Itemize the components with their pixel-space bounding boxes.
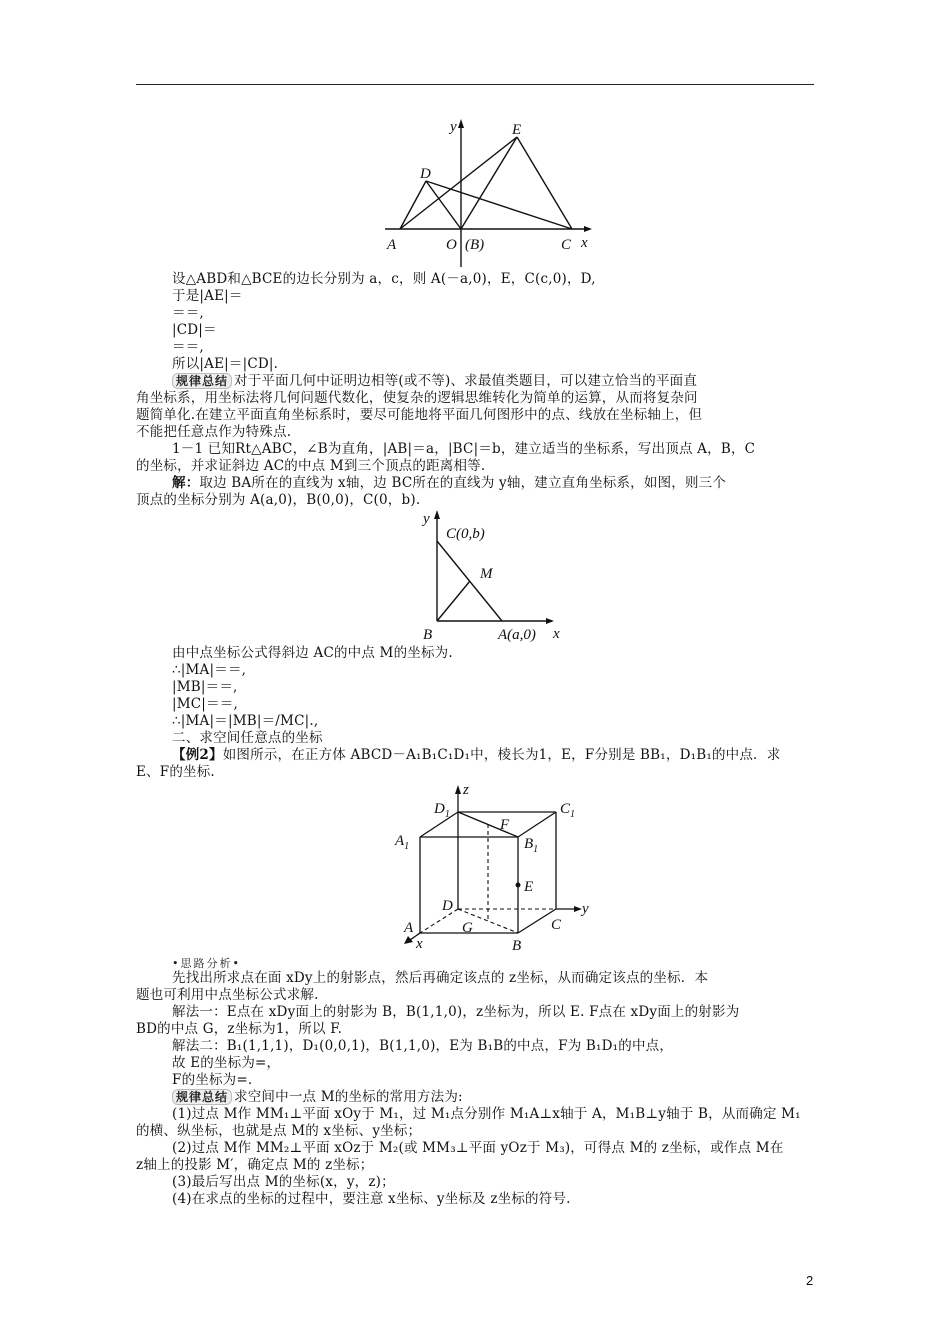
median-BM [437, 581, 470, 621]
label-M: M [480, 566, 493, 582]
text-line: 对于平面几何中证明边相等(或不等)、求最值类题目，可以建立恰当的平面直 [234, 373, 698, 389]
text-line: 设△ABD和△BCE的边长分别为 a，c，则 A(－a,0)，E，C(c,0)，D, [172, 271, 596, 287]
text-line: |MC|＝＝, [172, 696, 238, 712]
segment-BE [461, 137, 517, 229]
label-C: C [561, 237, 572, 253]
label-D: D [420, 166, 431, 182]
text-line: 由中点坐标公式得斜边 AC的中点 M的坐标为. [172, 645, 453, 661]
x-axis-arrow [404, 936, 413, 944]
text-line: 故 E的坐标为=， [172, 1055, 281, 1071]
edge-C1B1 [518, 812, 556, 837]
label-O: O [446, 237, 457, 253]
label-A: A [404, 920, 414, 936]
text-line: (1)过点 M作 MM₁⊥平面 xOy于 M₁，过 M₁点分别作 M₁A⊥x轴于 A，M₁B⊥y轴于 B，从而确定 M₁ [172, 1106, 801, 1122]
label-y: y [423, 511, 430, 527]
text-line: (4)在求点的坐标的过程中，要注意 x坐标、y坐标及 z坐标的符号. [172, 1191, 571, 1207]
text-line: |CD|＝ [172, 322, 217, 338]
text-line: (2)过点 M作 MM₂⊥平面 xOz于 M₂(或 MM₃⊥平面 yOz于 M₃)，可得点 M的 z坐标，或作点 M在 [172, 1140, 784, 1156]
example-paragraph [172, 747, 780, 764]
y-axis-arrow [434, 510, 440, 519]
label-B: (B) [465, 237, 485, 253]
text-line: ＝＝, [172, 305, 204, 321]
text-line: ∴|MA|＝＝, [172, 662, 247, 678]
label-B: B [512, 938, 522, 954]
text-line: 1－1 已知Rt△ABC，∠B为直角，|AB|＝a，|BC|＝b，建立适当的坐标系，写出顶点 A，B，C [172, 441, 756, 457]
label-C1: $C_1$ [560, 801, 576, 820]
point-E [516, 883, 521, 888]
text-line: 如图所示，在正方体 ABCD－A₁B₁C₁D₁中，棱长为1，E，F分别是 BB₁，D₁B₁的中点．求 [222, 747, 781, 763]
text-line: ＝＝, [172, 339, 204, 355]
label-x: x [416, 936, 423, 952]
solution-paragraph [172, 475, 726, 492]
rule-summary-badge: 规律总结 [172, 373, 232, 389]
z-axis-arrow [455, 785, 461, 794]
text-line: |MB|＝＝, [172, 679, 238, 695]
text-line: 顶点的坐标分别为 A(a,0)，B(0,0)，C(0，b). [136, 492, 421, 508]
label-C: C(0,b) [446, 526, 485, 542]
label-x: x [553, 626, 560, 642]
example-label: 【例2】 [172, 747, 223, 763]
label-F: F [500, 817, 510, 833]
figure-triangles [380, 112, 605, 272]
text-line: 的横、纵坐标，也就是点 M的 x坐标、y坐标； [136, 1123, 422, 1139]
label-D: D [442, 898, 453, 914]
solution-label: 解： [172, 475, 200, 491]
y-axis-arrow [458, 119, 464, 128]
analysis-badge: •思路分析• [172, 957, 241, 970]
text-line: 解法一：E点在 xDy面上的射影为 B，B(1,1,0)，z坐标为，所以 E. F点在 xDy面上的射影为 [172, 1004, 740, 1020]
page-number: 2 [806, 1273, 814, 1288]
text-line: 取边 BA所在的直线为 x轴，边 BC所在的直线为 y轴，建立直角坐标系，如图，则三个 [199, 475, 727, 491]
label-z: z [463, 782, 469, 798]
label-A1: $A_1$ [395, 833, 410, 852]
right-triangle-diagram [412, 505, 572, 647]
text-line: 的坐标，并求证斜边 AC的中点 M到三个顶点的距离相等. [136, 458, 486, 474]
text-line: 不能把任意点作为特殊点. [136, 424, 292, 440]
text-line: 求空间中一点 M的坐标的常用方法为: [234, 1089, 463, 1105]
label-B1: $B_1$ [524, 836, 539, 855]
triangles-diagram [380, 112, 605, 272]
x-axis-arrow [584, 226, 592, 232]
label-E: E [512, 122, 522, 138]
header-rule [136, 84, 814, 85]
segment-EC [517, 137, 572, 229]
text-line: BD的中点 G，z坐标为1，所以 F. [136, 1021, 343, 1037]
label-C: C [551, 917, 562, 933]
label-y: y [582, 901, 589, 917]
text-line: E、F的坐标. [136, 764, 215, 780]
figure-cube [390, 775, 605, 960]
text-line: 题简单化.在建立平面直角坐标系时，要尽可能地将平面几何图形中的点、线放在坐标轴上，但 [136, 407, 703, 423]
label-D1: $D_1$ [434, 801, 450, 820]
label-B: B [423, 627, 433, 643]
text-line: ∴|MA|＝|MB|＝/MC|., [172, 713, 319, 729]
segment-AD [400, 181, 426, 229]
text-line: 所以|AE|＝|CD|. [172, 356, 279, 372]
text-line: 解法二：B₁(1,1,1)，D₁(0,0,1)，B(1,1,0)，E为 B₁B的中点，F为 B₁D₁的中点， [172, 1038, 674, 1054]
label-G: G [462, 920, 473, 936]
label-A: A [387, 237, 397, 253]
text-line: 于是|AE|＝ [172, 288, 243, 304]
text-line: F的坐标为=. [172, 1072, 253, 1088]
text-line: 角坐标系，用坐标法将几何问题代数化，使复杂的逻辑思维转化为简单的运算，从而将复杂问 [136, 390, 698, 406]
label-E: E [524, 879, 534, 895]
label-y: y [450, 119, 457, 135]
label-x: x [581, 235, 588, 251]
section-heading: 二、求空间任意点的坐标 [172, 730, 323, 746]
x-axis-arrow [546, 618, 554, 624]
text-line: 题也可利用中点坐标公式求解. [136, 987, 319, 1003]
segment-DC [426, 181, 572, 229]
cube-diagram [390, 775, 605, 960]
text-line: (3)最后写出点 M的坐标(x，y，z)； [172, 1174, 395, 1190]
text-line: 先找出所求点在面 xDy上的射影点，然后再确定该点的 z坐标，从而确定该点的坐标．本 [172, 970, 709, 986]
label-A: A(a,0) [498, 627, 536, 643]
summary-paragraph-2 [172, 1089, 463, 1106]
figure-right-triangle [412, 505, 572, 647]
rule-summary-badge: 规律总结 [172, 1089, 232, 1105]
y-axis-arrow [574, 906, 582, 912]
segment-AE [400, 137, 517, 229]
text-line: z轴上的投影 M′，确定点 M的 z坐标； [136, 1157, 374, 1173]
summary-paragraph [172, 373, 697, 390]
